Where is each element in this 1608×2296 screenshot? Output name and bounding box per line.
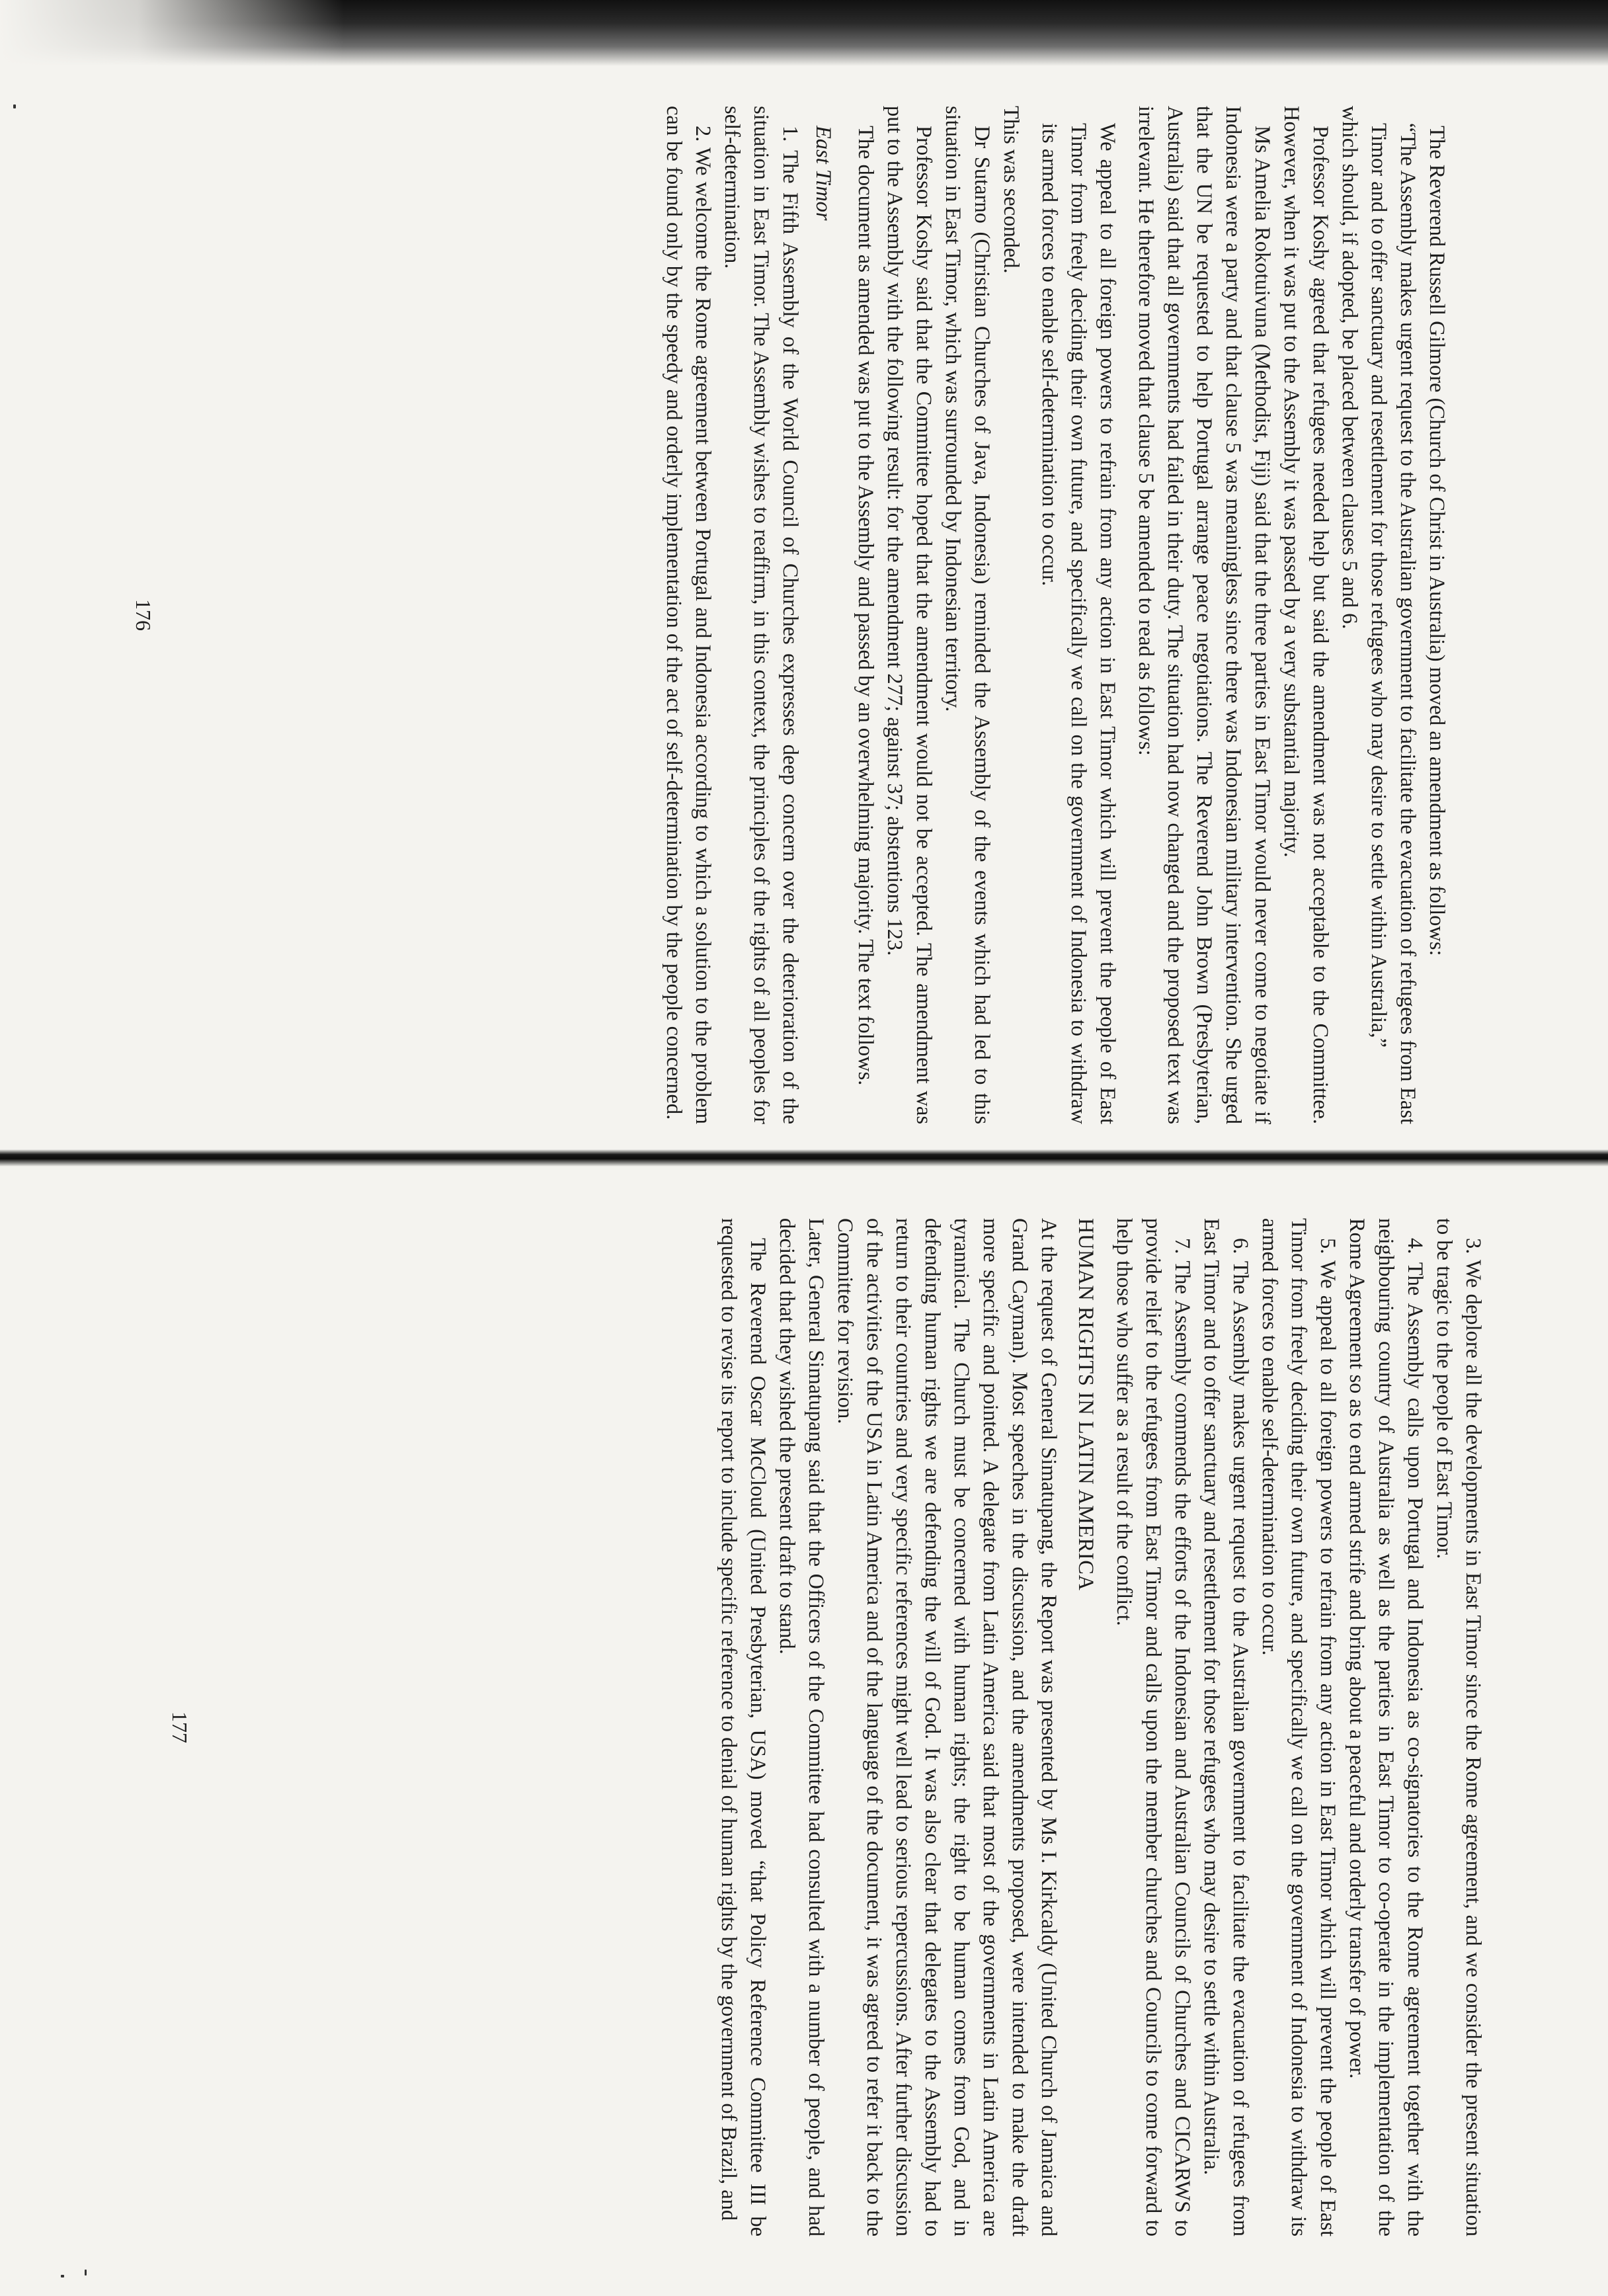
scan-speck: [61, 2275, 64, 2277]
page-number: 177: [168, 1711, 192, 1743]
numbered-paragraph: 7. The Assembly commends the efforts of the Indonesian and Australian Councils of Churches and CICARWS to provide relief to the refugees from East Timor and calls upon the member churches and Councils to come forward to help those who suffer as a result of the conflict.: [1112, 1218, 1194, 2236]
numbered-paragraph: 1. The Fifth Assembly of the World Council of Churches expresses deep concern over the deterioration of the situation in East Timor. The Assembly wishes to reaffirm, in this context, the principles of the rights of all peoples for self-determination.: [720, 106, 802, 1124]
paragraph: Ms Amelia Rokotuivuna (Methodist, Fiji) said that the three parties in East Timor would never come to negotiate if Indonesia were a party and that clause 5 was meaningless since there was Indonesian military intervention. She urged that the UN be requested to help Portugal arrange peace negotiations. The Reverend John Brown (Presbyterian, Australia) said that all governments had failed in their duty. The situation had now changed and the proposed text was irrelevant. He therefore moved that clause 5 be amended to read as follows:: [1134, 106, 1274, 1124]
paragraph: The Reverend Oscar McCloud (United Presbyterian, USA) moved “that Policy Reference Committee III be requested to revise its report to include specific reference to denial of human rights by the government of Brazil, and: [717, 1218, 770, 2236]
quoted-amendment: “The Assembly makes urgent request to the Australian government to facilitate the evacuation of refugees from East Timor and to offer sanctuary and resettlement for those refugees who may desire to settle within Australia,”: [1367, 123, 1420, 1124]
numbered-paragraph: 3. We deplore all the developments in East Timor since the Rome agreement, and we consider the present situation to be tragic to the people of East Timor.: [1432, 1218, 1485, 2236]
page-177-text: [714, 1218, 1488, 2236]
page-number: 176: [132, 599, 155, 631]
numbered-paragraph: 2. We welcome the Rome agreement between Portugal and Indonesia according to which a solution to the problem can be found only by the speedy and orderly implementation of the act of self-determination by the people concerned.: [662, 106, 715, 1124]
page-176: [50, 66, 1471, 1164]
paragraph: At the request of General Simatupang, the Report was presented by Ms I. Kirkcaldy (United Church of Jamaica and Grand Cayman). Most speeches in the discussion, and the amendments proposed, were intended to make the draft more specific and pointed. A delegate from Latin America said that most of the governments in Latin America are tyrannical. The Church must be concerned with human rights; the right to be human comes from God, and in defending human rights we are defending the will of God. It was also clear that delegates to the Assembly had to return to their countries and very specific references might well lead to serious repercussions. After further discussion of the activities of the USA in Latin America and of the language of the document, it was agreed to refer it back to the Committee for revision.: [833, 1218, 1061, 2236]
paragraph: Professor Koshy agreed that refugees needed help but said the amendment was not acceptable to the Committee. However, when it was put to the Assembly it was passed by a very substantial majority.: [1279, 106, 1332, 1124]
quoted-amendment: We appeal to all foreign powers to refrain from any action in East Timor which will prevent the people of East Timor from freely deciding their own future, and specifically we call on the government of Indonesia to withdraw its armed forces to enable self-determination to occur.: [1037, 123, 1119, 1124]
scan-speck: [13, 104, 16, 108]
paragraph: The Reverend Russell Gilmore (Church of Christ in Australia) moved an amendment as follows:: [1425, 126, 1449, 956]
scan-shadow-top: [0, 0, 1608, 66]
paragraph: Professor Koshy said that the Committee hoped that the amendment would not be accepted. The amendment was put to the Assembly with the following result: for the amendment 277; against 37; abstentions 123.: [883, 106, 936, 1124]
section-heading: HUMAN RIGHTS IN LATIN AMERICA: [1074, 1218, 1098, 1591]
paragraph: Dr Sutarno (Christian Churches of Java, Indonesia) reminded the Assembly of the events which had led to this situation in East Timor, which was surrounded by Indonesian territory.: [941, 106, 994, 1124]
paragraph: which should, if adopted, be placed between clauses 5 and 6.: [1338, 106, 1361, 630]
numbered-paragraph: 6. The Assembly makes urgent request to the Australian government to facilitate the evacuation of refugees from East Timor and to offer sanctuary and resettlement for those refugees who may desire to settle within Australia.: [1199, 1218, 1252, 2236]
paragraph: Later, General Simatupang said that the Officers of the Committee had consulted with a number of people, and had decided that they wished the present draft to stand.: [775, 1218, 828, 2236]
numbered-paragraph: 4. The Assembly calls upon Portugal and Indonesia as co-signatories to the Rome agreement together with the neighbouring country of Australia as well as the parties in East Timor to co-operate in the implementation of the Rome Agreement so as to end armed strife and bring about a peaceful and orderly transfer of power.: [1345, 1218, 1427, 2236]
paragraph: This was seconded.: [999, 106, 1023, 274]
numbered-paragraph: 5. We appeal to all foreign powers to refrain from any action in East Timor which will prevent the people of East Timor from freely deciding their own future, and specifically we call on the government of Indonesia to withdraw its armed forces to enable self-determination to occur.: [1258, 1218, 1340, 2236]
page-176-text: [659, 106, 1451, 1124]
paragraph: The document as amended was put to the Assembly and passed by an overwhelming majority. The text follows.: [854, 126, 877, 1086]
page-177: [86, 1178, 1508, 2276]
section-heading: East Timor: [811, 126, 835, 221]
